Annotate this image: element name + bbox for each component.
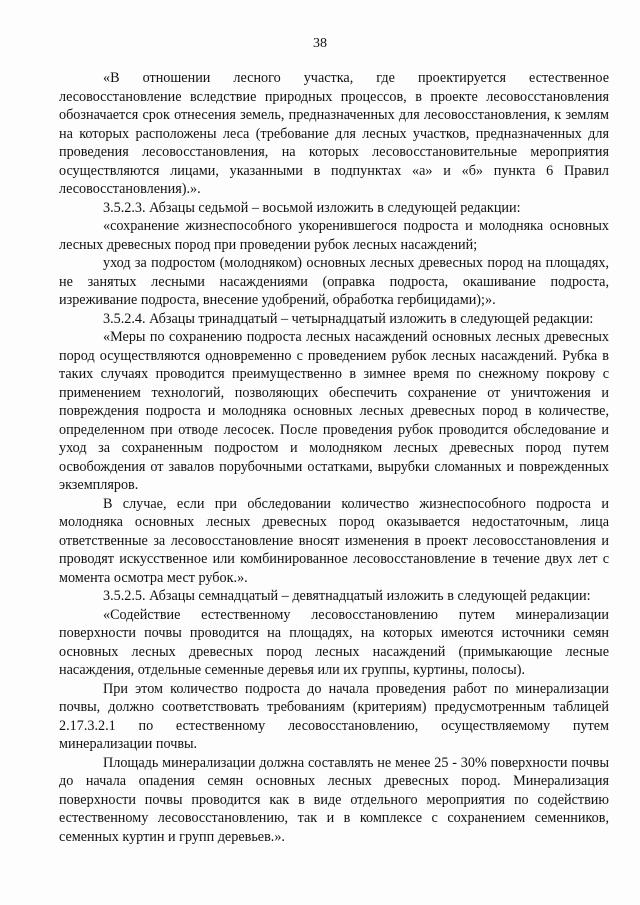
paragraph-forest-plot-quote: «В отношении лесного участка, где проектируется естественное лесовосстановление вследствие природных процессов, в проекте лесовосстановления обозначается срок отнесения земель, предназначенных для лесовосстановления, к землям на которых расположены леса (требование для лесных участков, предназначенных для проведения лесовосстановления, на которых лесовосстановительные мероприятия осуществляются лицами, указанными в подпунктах «а» и «б» пункта 6 Правил лесовосстановления).».: [59, 70, 609, 197]
paragraph-insufficient-undergrowth: В случае, если при обследовании количество жизнеспособного подроста и молодняка основных лесных древесных пород оказывается недостаточным, лица ответственные за лесовосстановление вносят изменения в проект лесовосстановления и проводят искусственное или комбинированное лесовосстановление в течение двух лет с момента осмотра мест рубок.».: [59, 495, 609, 586]
paragraph-undergrowth-measures: «Меры по сохранению подроста лесных насаждений основных лесных древесных пород осуществляются одновременно с проведением рубок лесных насаждений. Рубка в таких случаях проводится преимущественно в зимнее время по снежному покрову с применением технологий, позволяющих обеспечить сохранение от уничтожения и повреждения подроста и молодняка основных лесных древесных пород в количестве, определенном при отводе лесосек. После проведения рубок проводится обследование и уход за сохраненным подростом и молодняком лесных древесных пород путем освобождения от завалов порубочными остатками, вырубки сломанных и поврежденных экземпляров.: [59, 329, 609, 493]
paragraph-3-5-2-3-heading: 3.5.2.3. Абзацы седьмой – восьмой изложить в следующей редакции:: [103, 199, 521, 216]
paragraph-preservation-undergrowth: «сохранение жизнеспособного укоренившегося подроста и молодняка основных лесных древесных пород при проведении рубок лесных насаждений;: [59, 218, 609, 253]
paragraph-mineralization-area: Площадь минерализации должна составлять не менее 25 - 30% поверхности почвы до начала опадения семян основных лесных древесных пород. Минерализация поверхности почвы проводится как в виде отдельного мероприятия по содействию естественному лесовосстановлению, так и в комплексе с сохранением семенников, семенных куртин и групп деревьев.».: [59, 754, 609, 845]
paragraph-undergrowth-count: При этом количество подроста до начала проведения работ по минерализации почвы, должно соответствовать требованиям (критериям) предусмотренным таблицей 2.17.3.2.1 по естественному лесовосстановлению, осуществляемому путем минерализации почвы.: [59, 680, 609, 752]
document-body: [59, 69, 609, 846]
paragraph-soil-mineralization: «Содействие естественному лесовосстановлению путем минерализации поверхности почвы проводится на площадях, на которых имеются источники семян основных лесных древесных пород лесных насаждений (примыкающие лесные насаждения, отдельные семенные деревья или их группы, куртины, полосы).: [59, 606, 609, 678]
paragraph-3-5-2-5-heading: 3.5.2.5. Абзацы семнадцатый – девятнадцатый изложить в следующей редакции:: [103, 588, 591, 604]
paragraph-3-5-2-4-heading: 3.5.2.4. Абзацы тринадцатый – четырнадцатый изложить в следующей редакции:: [103, 310, 594, 327]
paragraph-undergrowth-care: уход за подростом (молодняком) основных лесных древесных пород на площадях, не занятых лесными насаждениями (оправка подроста, окашивание подроста, изреживание подроста, внесение удобрений, обработка гербицидами);».: [59, 255, 609, 308]
page-number: 38: [313, 36, 327, 51]
